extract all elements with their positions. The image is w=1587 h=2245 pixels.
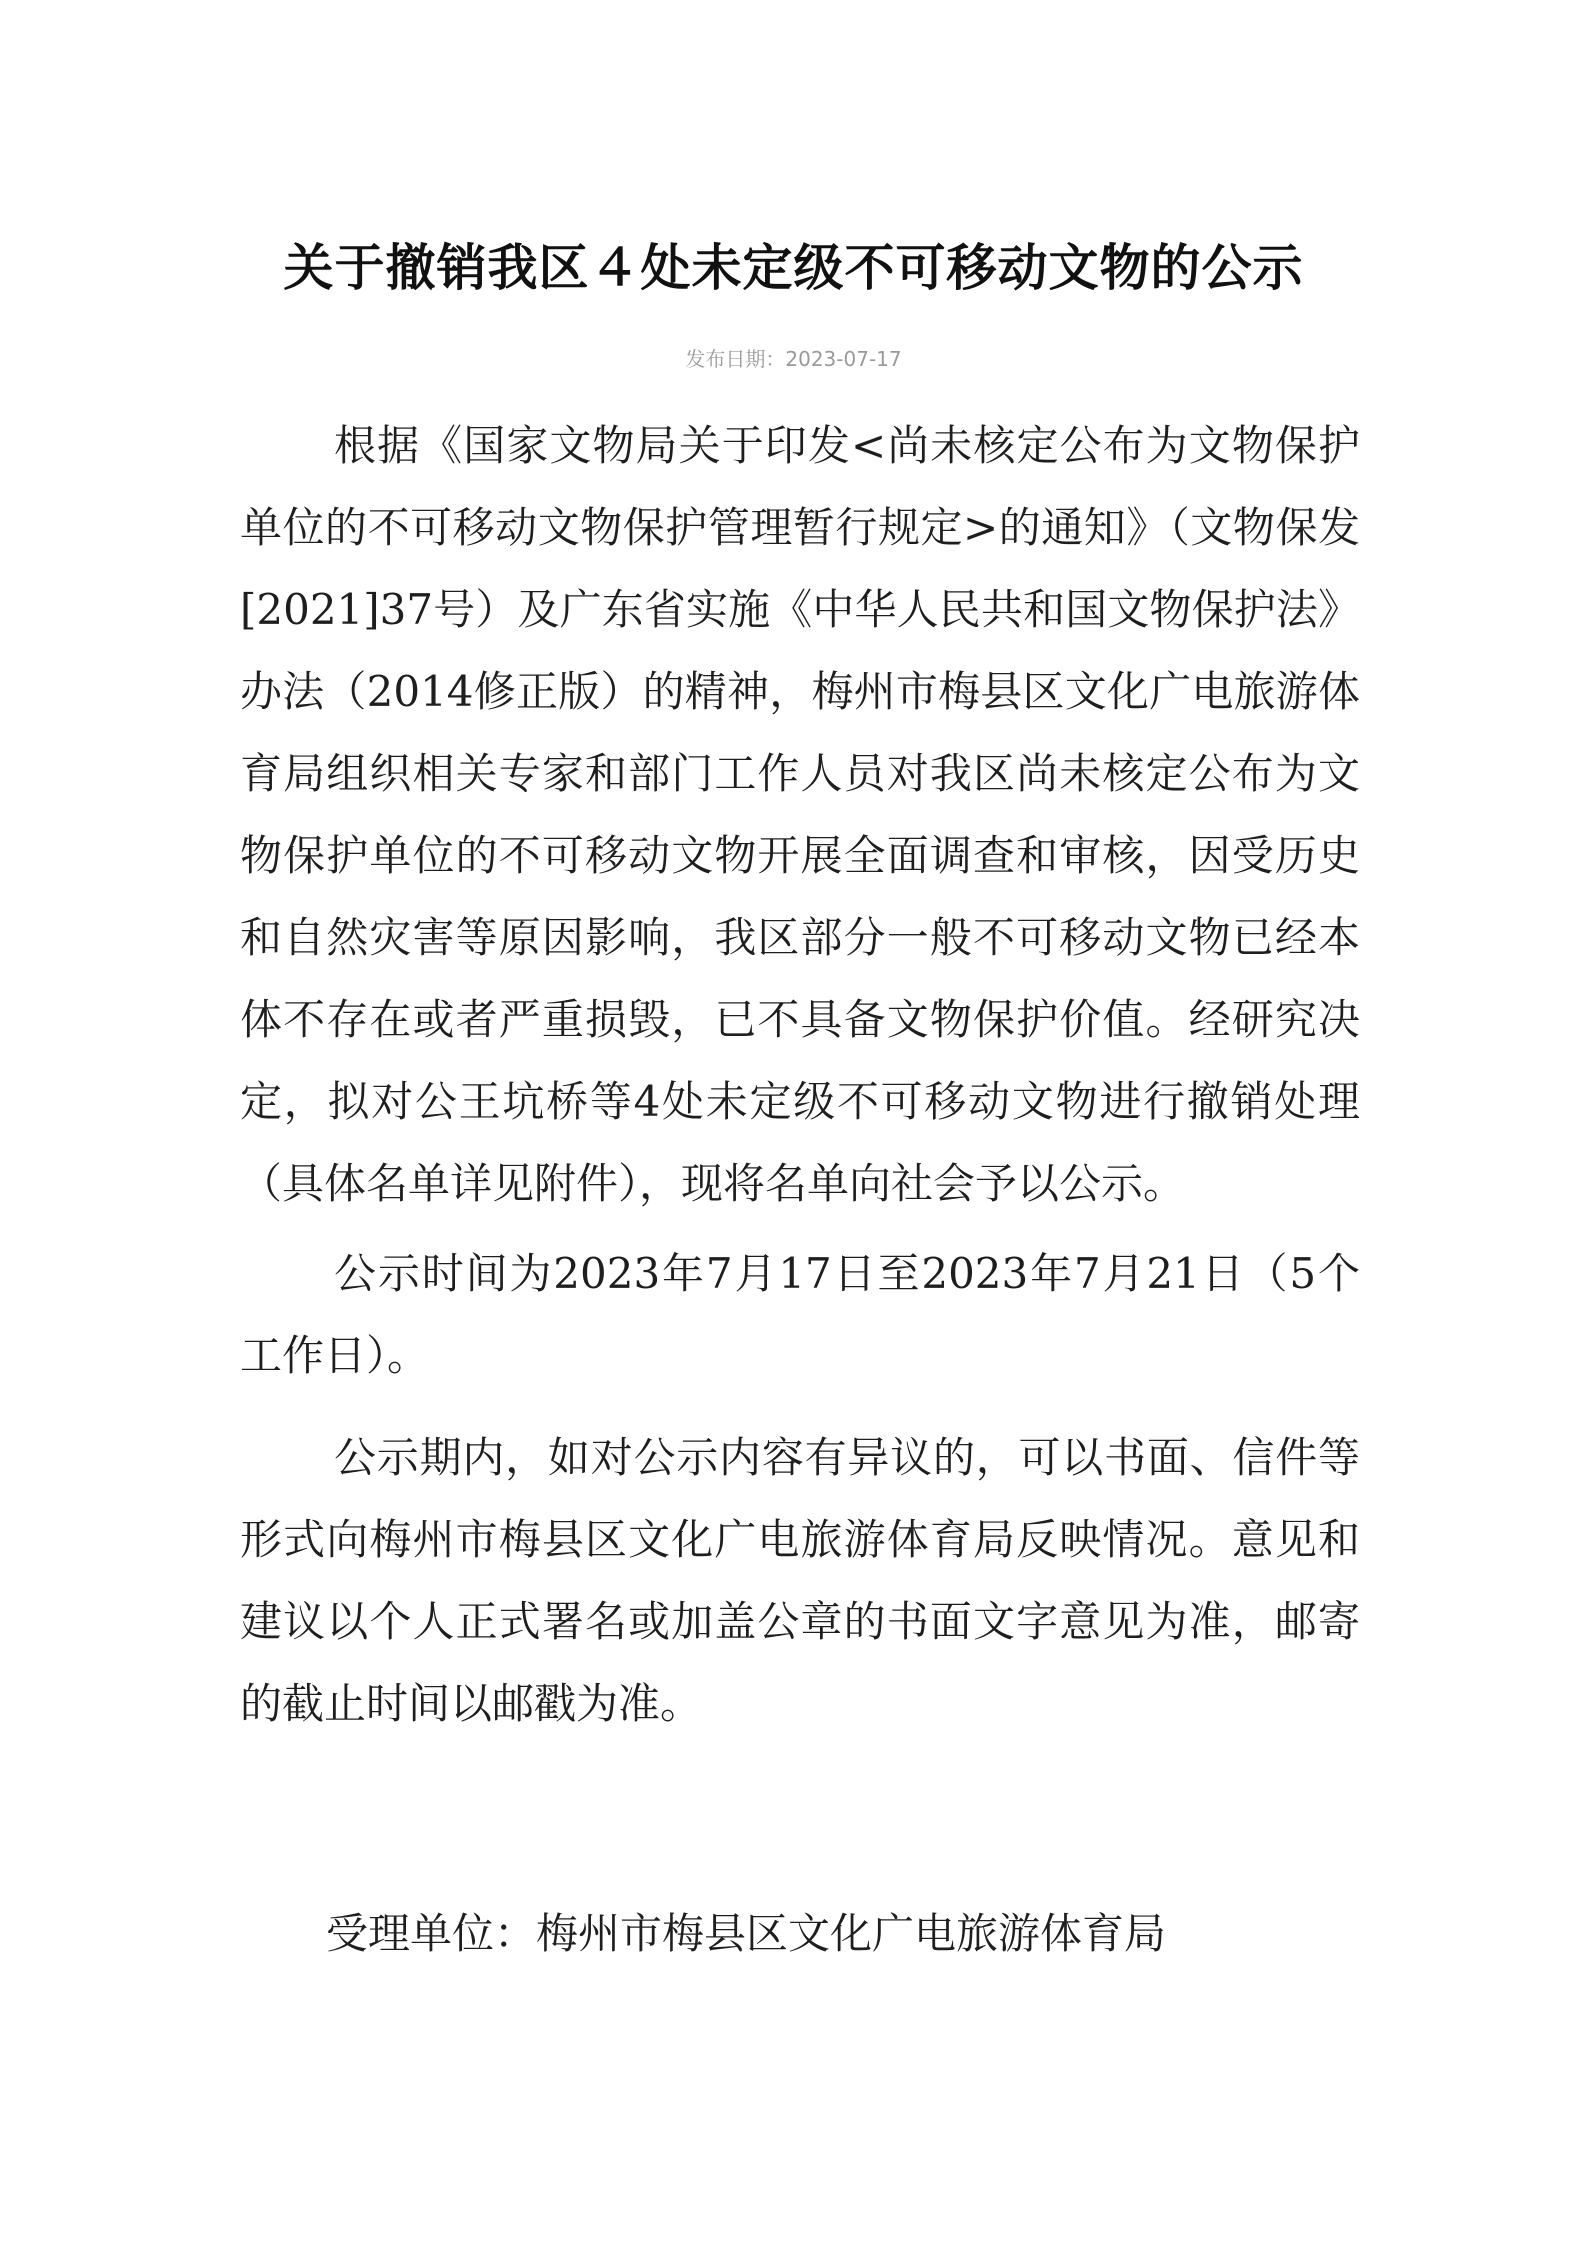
publish-date: 发布日期：2023-07-17	[685, 347, 902, 371]
receiving-unit: 受理单位：梅州市梅县区文化广电旅游体育局	[326, 1909, 1167, 1958]
page-title: 关于撤销我区４处未定级不可移动文物的公示	[283, 239, 1304, 297]
paragraph-period: 公示时间为2023年7月17日至2023年7月21日（5个工作日）。	[240, 1249, 1360, 1380]
notice-body	[240, 405, 1360, 1745]
paragraph-basis: 根据《国家文物局关于印发<尚未核定公布为文物保护单位的不可移动文物保护管理暂行规定>的通知》（文物保发[2021]37号）及广东省实施《中华人民共和国文物保护法》办法（2014修正版）的精神，梅州市梅县区文化广电旅游体育局组织相关专家和部门工作人员对我区尚未核定公布为文物保护单位的不可移动文物开展全面调查和审核，因受历史和自然灾害等原因影响，我区部分一般不可移动文物已经本体不存在或者严重损毁，已不具备文物保护价值。经研究决定，拟对公王坑桥等4处未定级不可移动文物进行撤销处理（具体名单详见附件），现将名单向社会予以公示。	[240, 421, 1360, 1208]
paragraph-objection: 公示期内，如对公示内容有异议的，可以书面、信件等形式向梅州市梅县区文化广电旅游体育局反映情况。意见和建议以个人正式署名或加盖公章的书面文字意见为准，邮寄的截止时间以邮戳为准。	[240, 1433, 1360, 1728]
